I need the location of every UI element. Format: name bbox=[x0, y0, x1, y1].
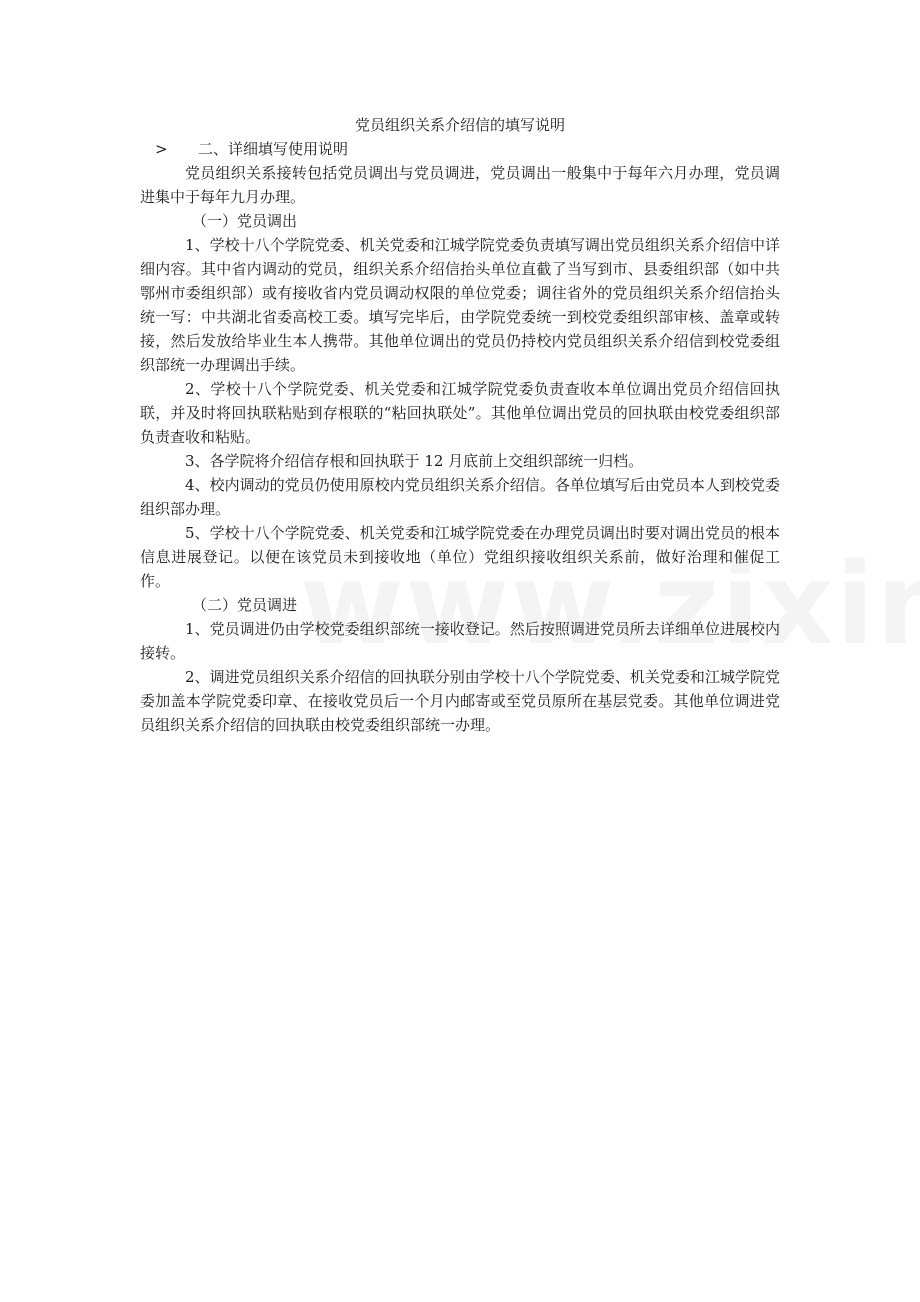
intro-paragraph: 党员组织关系接转包括党员调出与党员调进，党员调出一般集中于每年六月办理，党员调进集中于每年九月办理。 bbox=[140, 164, 780, 206]
outgoing-item-4: 4、校内调动的党员仍使用原校内党员组织关系介绍信。各单位填写后由党员本人到校党委组织部办理。 bbox=[140, 476, 780, 518]
outgoing-item-2: 2、学校十八个学院党委、机关党委和江城学院党委负责查收本单位调出党员介绍信回执联，并及时将回执联粘贴到存根联的“粘回执联处”。其他单位调出党员的回执联由校党委组织部负责查收和粘贴。 bbox=[140, 380, 780, 446]
bullet-marker: > bbox=[155, 140, 168, 158]
section-heading-incoming: （二）党员调进 bbox=[192, 596, 298, 614]
subheading bbox=[140, 137, 780, 161]
section-heading-outgoing: （一）党员调出 bbox=[192, 212, 298, 230]
subheading-text: 二、详细填写使用说明 bbox=[198, 140, 349, 158]
outgoing-item-5: 5、学校十八个学院党委、机关党委和江城学院党委在办理党员调出时要对调出党员的根本信息进展登记。以便在该党员未到接收地（单位）党组织接收组织关系前，做好治理和催促工作。 bbox=[140, 524, 780, 590]
incoming-item-2: 2、调进党员组织关系介绍信的回执联分别由学校十八个学院党委、机关党委和江城学院党委加盖本学院党委印章、在接收党员后一个月内邮寄或至党员原所在基层党委。其他单位调进党员组织关系介绍信的回执联由校党委组织部统一办理。 bbox=[140, 668, 780, 734]
outgoing-item-1: 1、学校十八个学院党委、机关党委和江城学院党委负责填写调出党员组织关系介绍信中详细内容。其中省内调动的党员，组织关系介绍信抬头单位直截了当写到市、县委组织部（如中共鄂州市委组织部）或有接收省内党员调动权限的单位党委；调往省外的党员组织关系介绍信抬头统一写：中共湖北省委高校工委。填写完毕后，由学院党委统一到校党委组织部审核、盖章或转接，然后发放给毕业生本人携带。其他单位调出的党员仍持校内党员组织关系介绍信到校党委组织部统一办理调出手续。 bbox=[140, 236, 780, 374]
incoming-item-1: 1、党员调进仍由学校党委组织部统一接收登记。然后按照调进党员所去详细单位进展校内接转。 bbox=[140, 620, 780, 662]
document-title: 党员组织关系介绍信的填写说明 bbox=[354, 116, 565, 134]
document-body bbox=[140, 113, 780, 737]
outgoing-item-3: 3、各学院将介绍信存根和回执联于 12 月底前上交组织部统一归档。 bbox=[185, 452, 644, 470]
